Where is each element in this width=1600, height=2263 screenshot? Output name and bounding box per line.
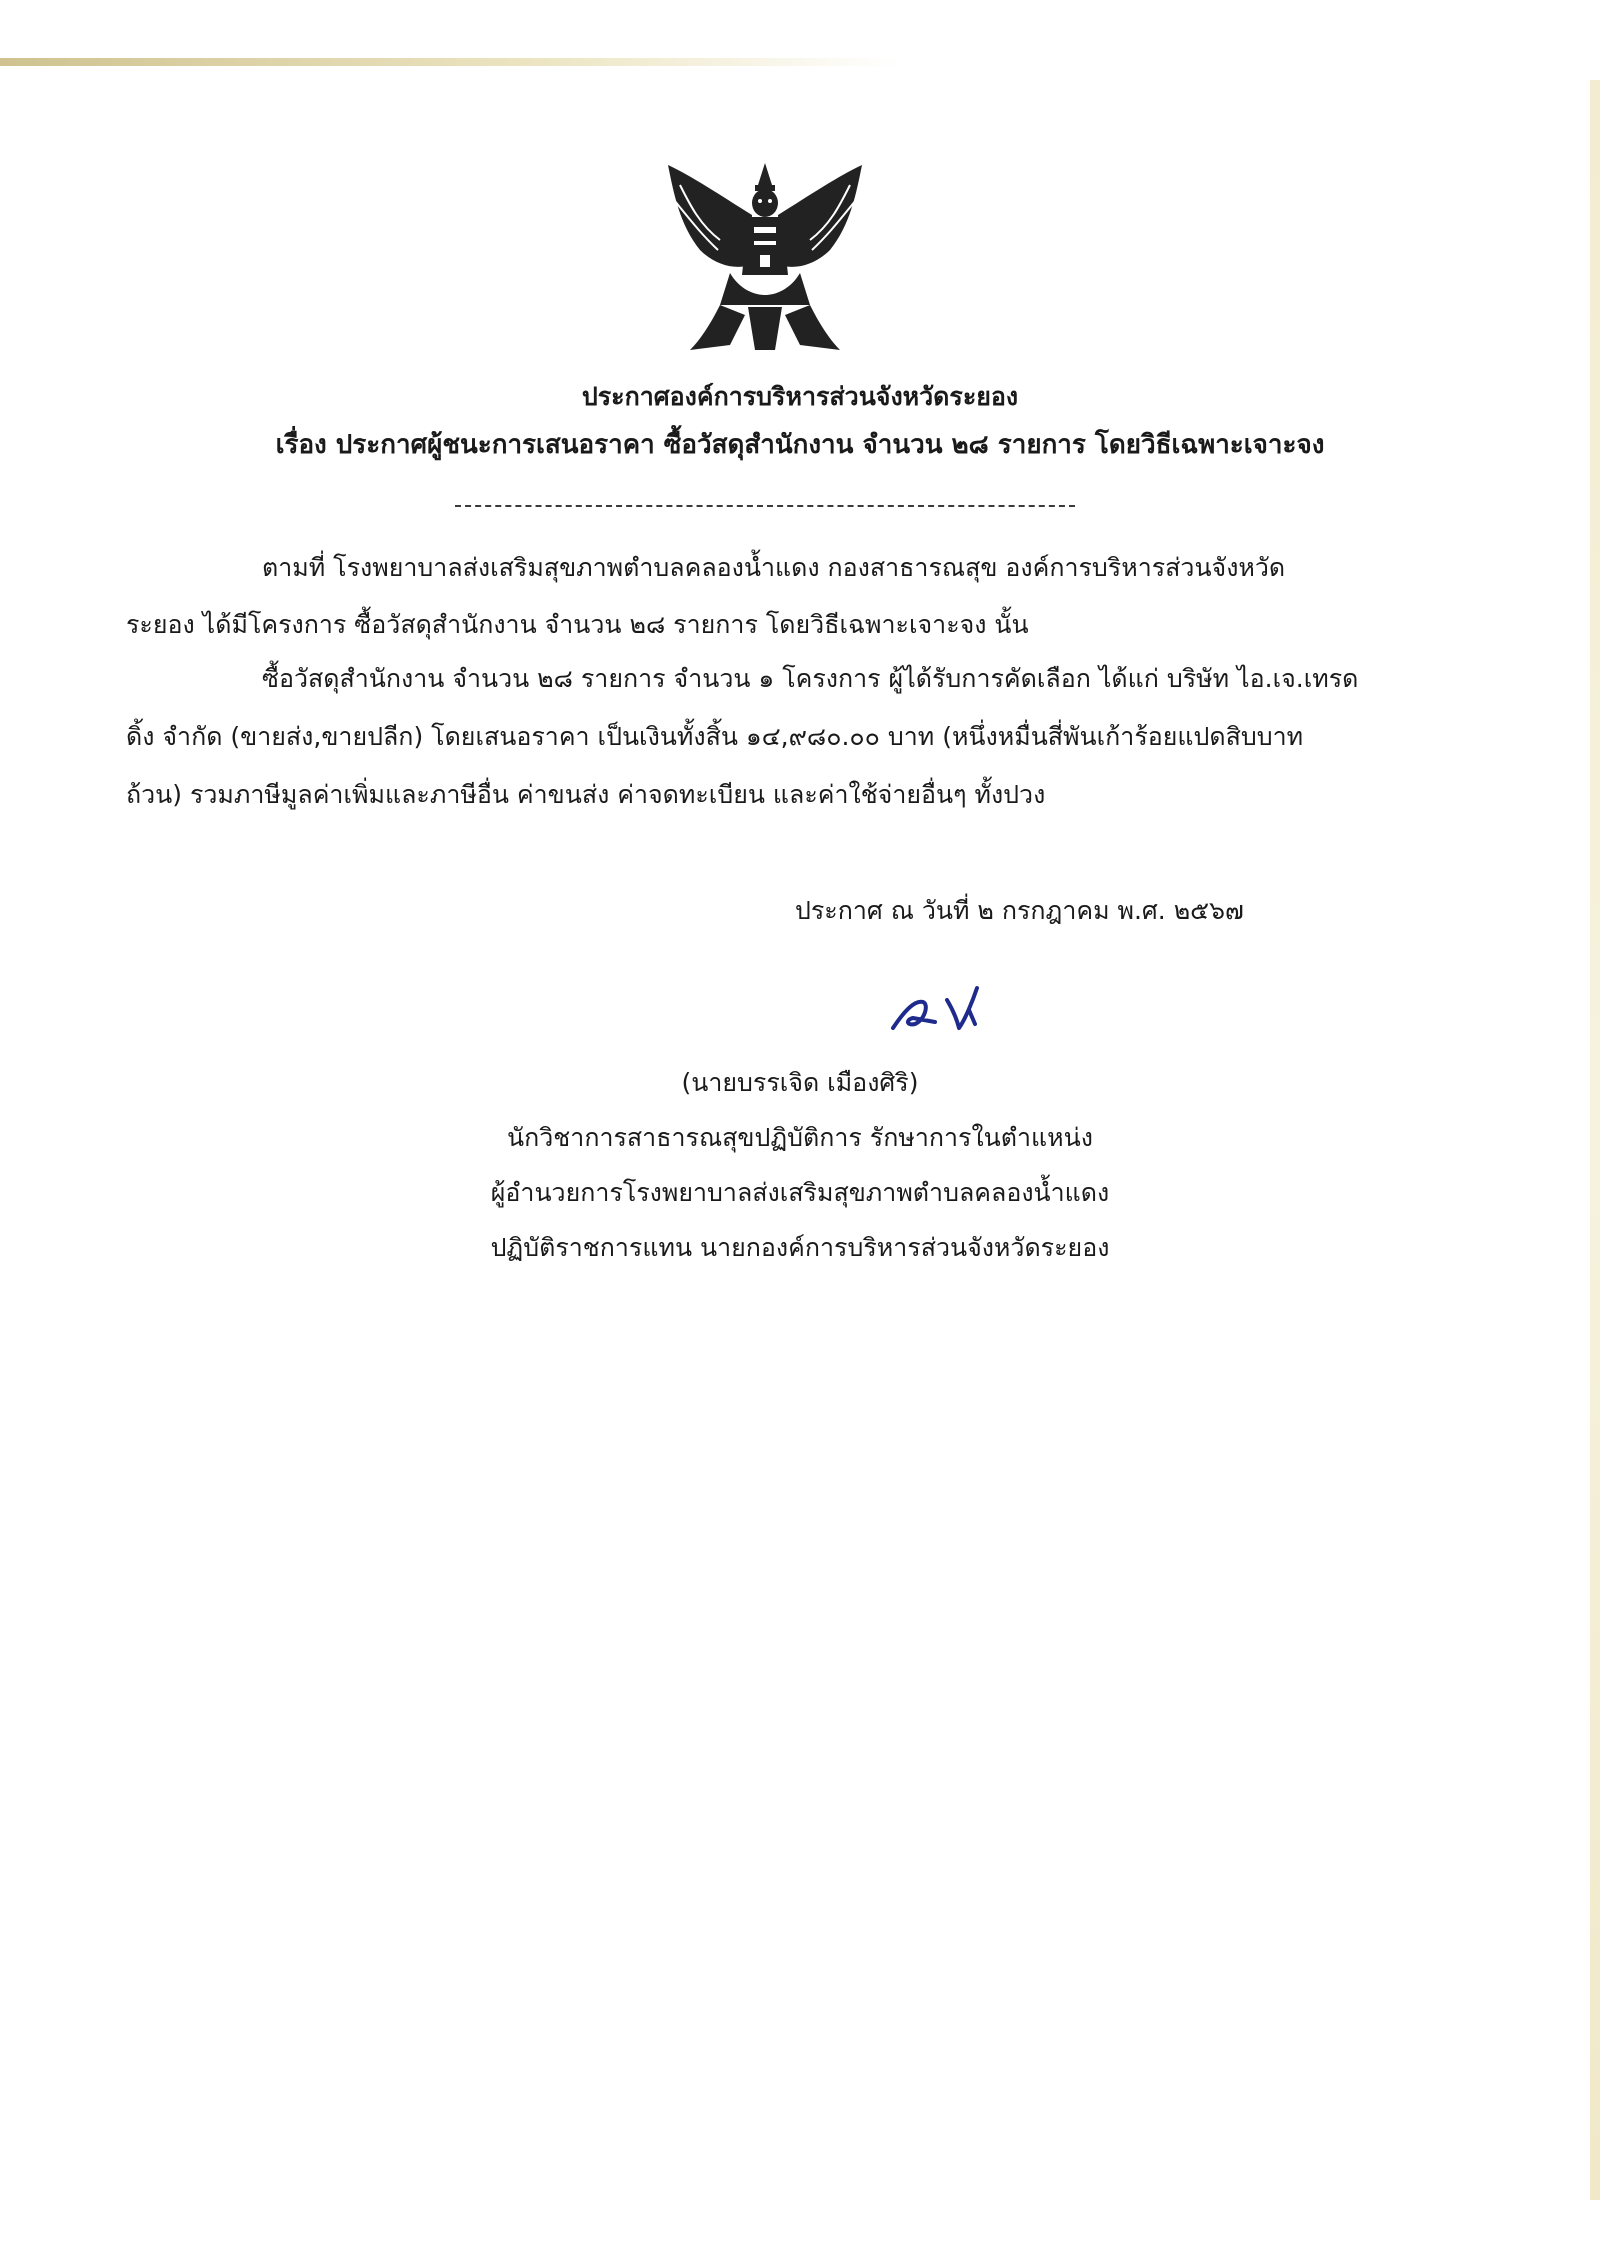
garuda-emblem-icon: [660, 155, 870, 355]
paragraph-2-line-2: ดิ้ง จำกัด (ขายส่ง,ขายปลีก) โดยเสนอราคา เป็นเงินทั้งสิ้น ๑๔,๙๘๐.๐๐ บาท (หนึ่งหมื่นสี่พันเก้าร้อยแปดสิบบาท: [126, 722, 1304, 751]
agency-heading: ประกาศองค์การบริหารส่วนจังหวัดระยอง: [581, 382, 1019, 411]
signatory-title-2: ผู้อำนวยการโรงพยาบาลส่งเสริมสุขภาพตำบลคลองน้ำแดง: [490, 1178, 1110, 1207]
paragraph-2-line-3: ถ้วน) รวมภาษีมูลค่าเพิ่มและภาษีอื่น ค่าขนส่ง ค่าจดทะเบียน และค่าใช้จ่ายอื่นๆ ทั้งปวง: [126, 780, 1046, 809]
dashed-divider: [455, 505, 1075, 507]
paragraph-2-line-1: ซื้อวัสดุสำนักงาน จำนวน ๒๘ รายการ จำนวน ๑ โครงการ ผู้ได้รับการคัดเลือก ได้แก่ บริษัท ไอ.เจ.เทรด: [262, 664, 1359, 693]
announcement-date: ประกาศ ณ วันที่ ๒ กรกฎาคม พ.ศ. ๒๕๖๗: [795, 896, 1244, 925]
signatory-name: (นายบรรเจิด เมืองศิริ): [681, 1068, 919, 1097]
signature-icon: [885, 980, 1005, 1040]
subject-heading: เรื่อง ประกาศผู้ชนะการเสนอราคา ซื้อวัสดุสำนักงาน จำนวน ๒๘ รายการ โดยวิธีเฉพาะเจาะจง: [275, 430, 1325, 460]
paper-edge-shadow: [0, 58, 900, 66]
signatory-title-1: นักวิชาการสาธารณสุขปฏิบัติการ รักษาการในตำแหน่ง: [507, 1123, 1093, 1152]
paragraph-1-line-1: ตามที่ โรงพยาบาลส่งเสริมสุขภาพตำบลคลองน้ำแดง กองสาธารณสุข องค์การบริหารส่วนจังหวัด: [262, 553, 1286, 582]
signatory-title-3: ปฏิบัติราชการแทน นายกองค์การบริหารส่วนจังหวัดระยอง: [490, 1233, 1110, 1262]
paragraph-1-line-2: ระยอง ได้มีโครงการ ซื้อวัสดุสำนักงาน จำนวน ๒๘ รายการ โดยวิธีเฉพาะเจาะจง นั้น: [126, 610, 1029, 639]
